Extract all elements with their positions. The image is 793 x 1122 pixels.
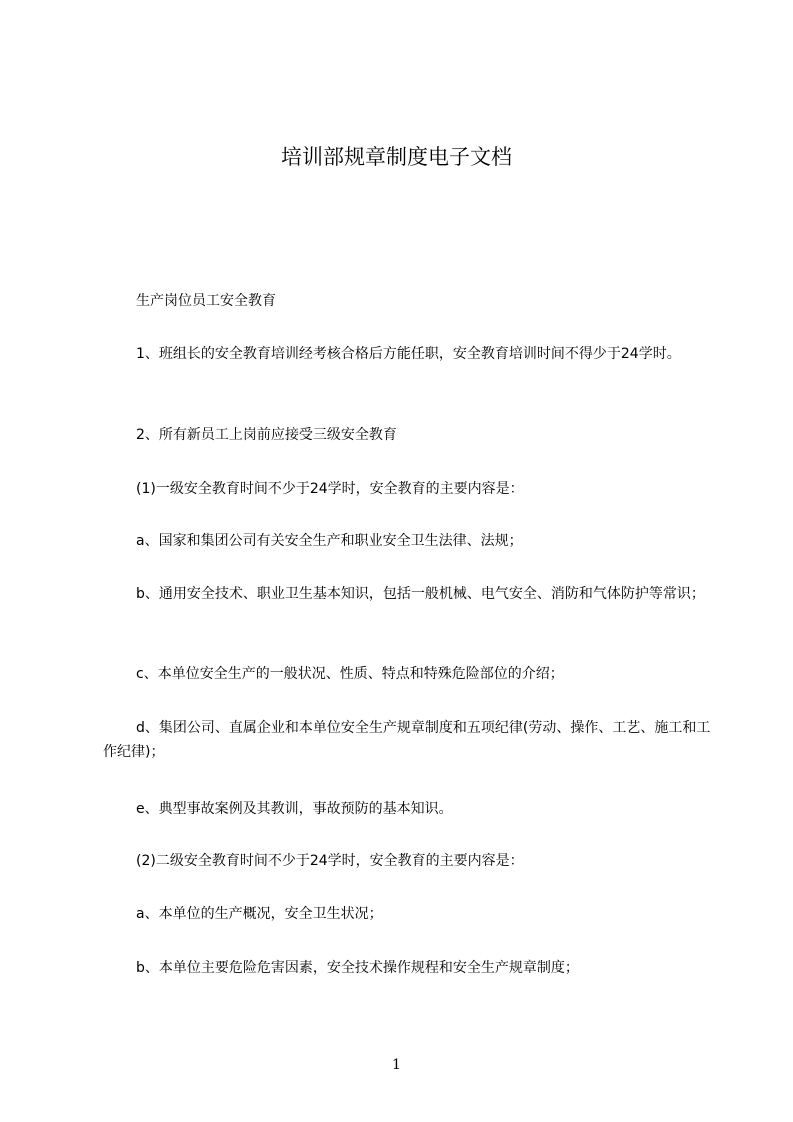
document-title: 培训部规章制度电子文档 xyxy=(281,145,512,169)
paragraph: 2、所有新员工上岗前应接受三级安全教育 xyxy=(136,427,397,443)
paragraph: e、典型事故案例及其教训，事故预防的基本知识。 xyxy=(136,801,453,817)
paragraph: b、本单位主要危险危害因素，安全技术操作规程和安全生产规章制度； xyxy=(136,960,579,976)
paragraph: b、通用安全技术、职业卫生基本知识，包括一般机械、电气安全、消防和气体防护等常识； xyxy=(136,586,705,602)
page-number: 1 xyxy=(392,1057,401,1073)
paragraph: (1)一级安全教育时间不少于24学时，安全教育的主要内容是： xyxy=(136,481,524,497)
paragraph: 1、班组长的安全教育培训经考核合格后方能任职，安全教育培训时间不得少于24学时。 xyxy=(136,346,681,362)
section-heading: 生产岗位员工安全教育 xyxy=(136,293,276,309)
paragraph: d、集团公司、直属企业和本单位安全生产规章制度和五项纪律(劳动、操作、工艺、施工和工作纪律)； xyxy=(103,720,711,760)
paragraph: a、本单位的生产概况，安全卫生状况； xyxy=(136,906,383,922)
paragraph: c、本单位安全生产的一般状况、性质、特点和特殊危险部位的介绍； xyxy=(136,666,564,682)
paragraph: a、国家和集团公司有关安全生产和职业安全卫生法律、法规； xyxy=(136,533,523,549)
paragraph: (2)二级安全教育时间不少于24学时，安全教育的主要内容是： xyxy=(136,853,524,869)
